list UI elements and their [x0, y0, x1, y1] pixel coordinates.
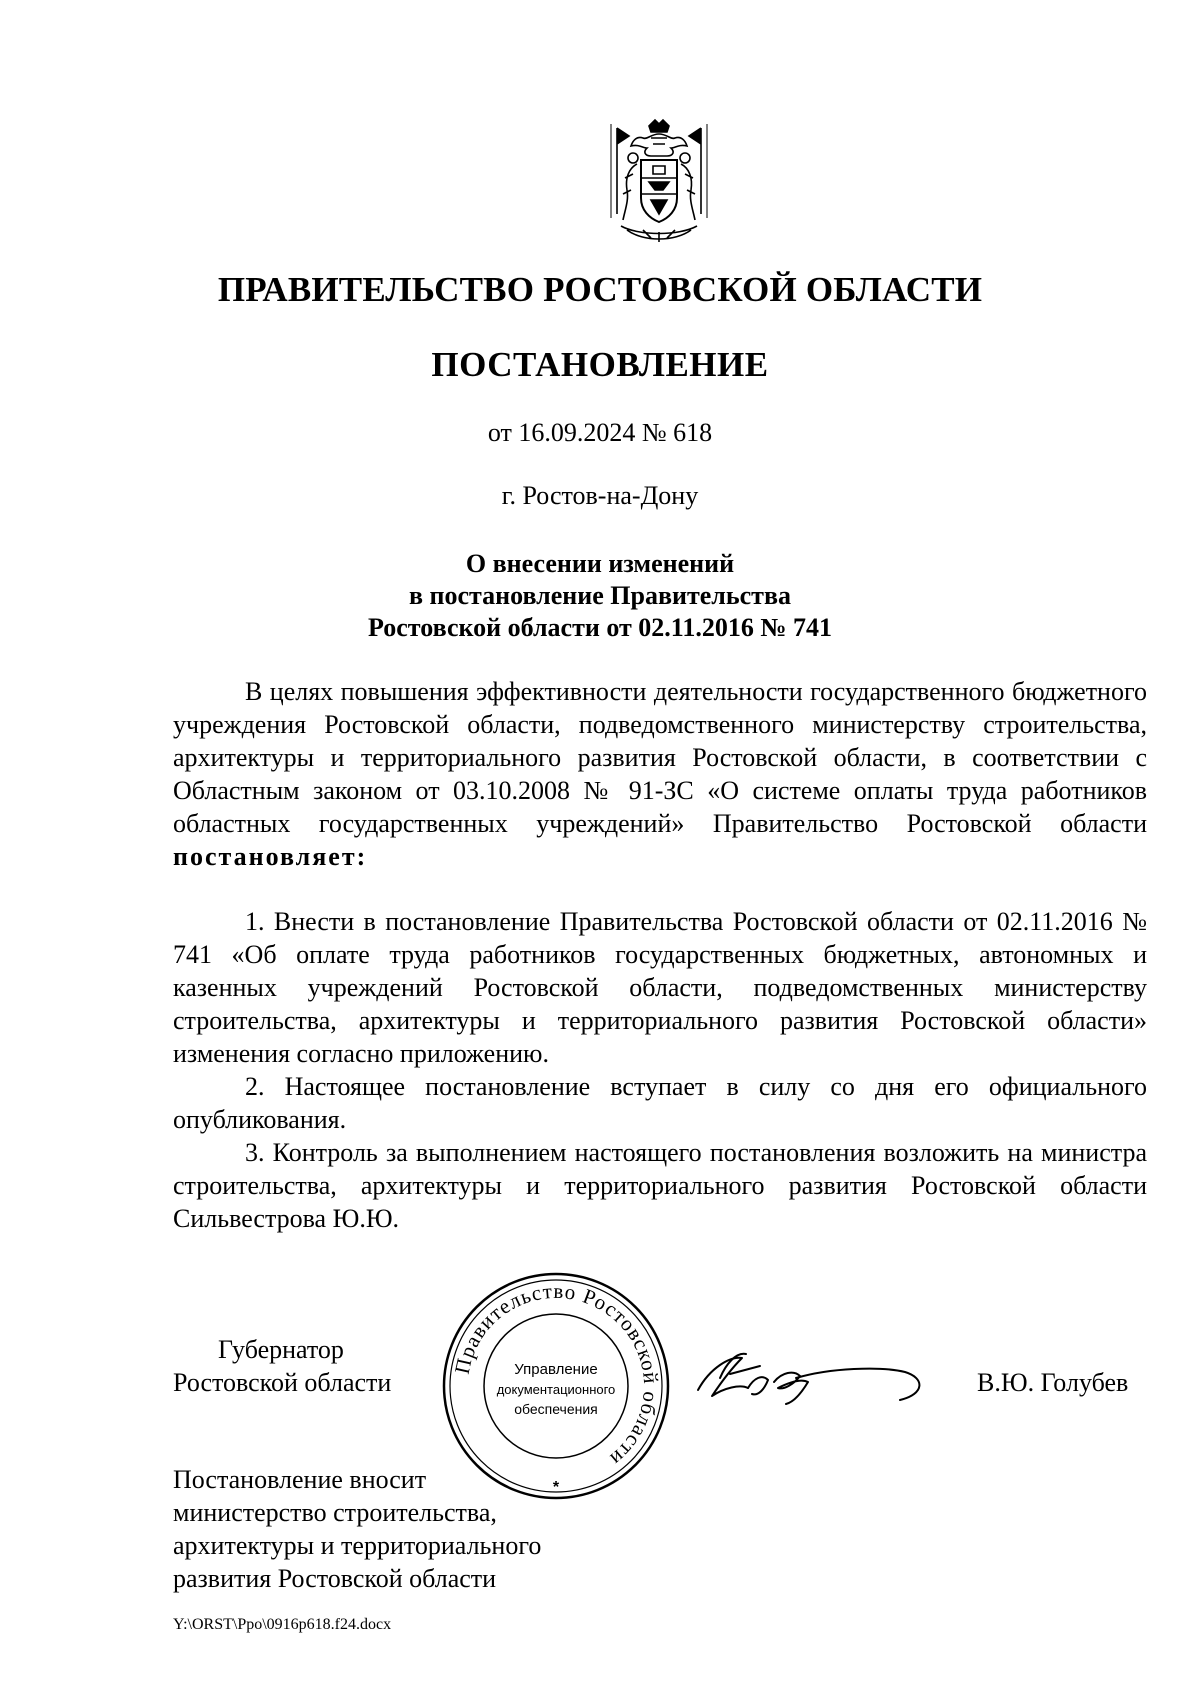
decree-item: 2. Настоящее постановление вступает в силу со дня его официального опубликования.	[173, 1072, 1147, 1134]
seal-ring-text: Правительство Ростовской области	[449, 1278, 664, 1472]
decree-item: 1. Внести в постановление Правительства Ростовской области от 02.11.2016 № 741 «Об оплате труда работников государственных бюджетных, автономных и казенных учреждений Ростовской области, подведомственных министерству строительства, архитектуры и территориального развития Ростовской области» изменения согласно приложению.	[173, 907, 1147, 1068]
submitted-by-note	[173, 1463, 541, 1595]
seal-center-line: документационного	[496, 1382, 616, 1397]
signatory-name: В.Ю. Голубев	[977, 1368, 1129, 1397]
submitted-by-line: развития Ростовской области	[173, 1564, 497, 1593]
decree-items	[173, 905, 1147, 1235]
preamble	[173, 675, 1147, 873]
subject-line: О внесении изменений	[465, 549, 735, 578]
decree-keyword: постановляет:	[173, 842, 368, 871]
subject-line: Ростовской области от 02.11.2016 № 741	[368, 613, 832, 642]
submitted-by-line: Постановление вносит	[173, 1465, 427, 1494]
seal-star: *	[552, 1479, 560, 1496]
signatory-title: Губернатор	[218, 1335, 344, 1364]
document-subject	[0, 548, 1200, 644]
file-path: Y:\ORST\Ppo\0916p618.f24.docx	[173, 1616, 392, 1633]
preamble-text: В целях повышения эффективности деятельности государственного бюджетного учреждения Ростовской области, подведомственного министерству строительства, архитектуры и территориального развития Ростовской области, в соответствии с Областным законом от 03.10.2008 № 91-ЗС «О системе оплаты труда работников областных государственных учреждений» Правительство Ростовской области	[173, 677, 1147, 838]
document-type: ПОСТАНОВЛЕНИЕ	[431, 345, 769, 384]
seal-center-line: Управление	[514, 1361, 598, 1378]
signatory-region: Ростовской области	[173, 1368, 392, 1397]
subject-line: в постановление Правительства	[408, 581, 791, 610]
submitted-by-line: архитектуры и территориального	[173, 1531, 542, 1560]
handwritten-signature	[690, 1338, 935, 1418]
government-title: ПРАВИТЕЛЬСТВО РОСТОВСКОЙ ОБЛАСТИ	[217, 270, 983, 309]
city: г. Ростов-на-Дону	[501, 481, 699, 510]
seal-center-line: обеспечения	[514, 1401, 598, 1417]
date-and-number: от 16.09.2024 № 618	[487, 418, 713, 447]
decree-item: 3. Контроль за выполнением настоящего постановления возложить на министра строительства, архитектуры и территориального развития Ростовской области Сильвестрова Ю.Ю.	[173, 1138, 1147, 1233]
coat-of-arms-icon	[603, 118, 715, 246]
submitted-by-line: министерство строительства,	[173, 1498, 497, 1527]
signatory-position	[173, 1333, 391, 1399]
